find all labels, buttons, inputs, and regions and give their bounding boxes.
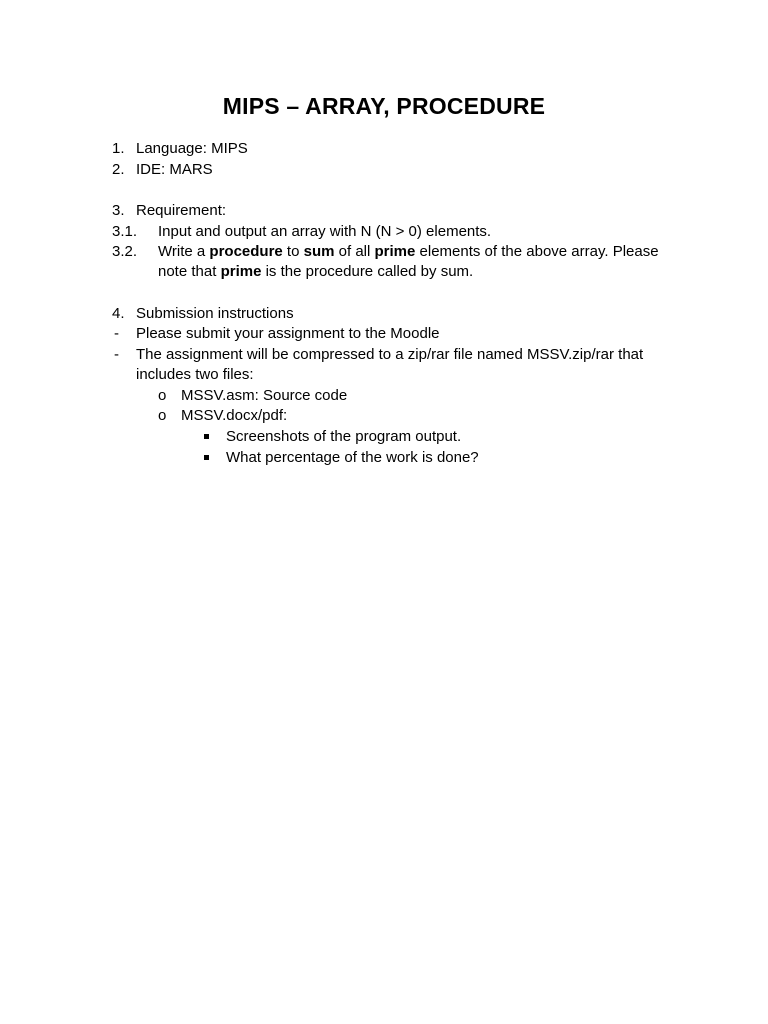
circle-marker: o [158,407,167,424]
list-marker: 3.1. [112,223,138,240]
list-marker: 3.2. [112,243,138,260]
list-marker: 2. [112,161,125,178]
square-bullet-icon [204,455,209,460]
bold-prime: prime [374,243,416,260]
circle-marker: o [158,387,167,404]
dash-marker: - [114,325,119,342]
list-marker: 3. [112,202,125,219]
ide-item: IDE: MARS [136,161,213,178]
submission-heading: Submission instructions [136,305,294,322]
requirement-3-2-line2 [158,262,473,282]
dash-marker: - [114,346,119,363]
submission-moodle: Please submit your assignment to the Moodle [136,325,440,342]
requirement-3-2-line1 [158,242,659,262]
requirement-heading: Requirement: [136,202,227,219]
text-run: to [282,243,304,260]
doc-screenshots: Screenshots of the program output. [226,428,462,445]
text-run: of all [334,243,375,260]
text-run: note that [158,263,221,280]
list-marker: 4. [112,305,125,322]
text-run: Write a [158,243,210,260]
file-asm: MSSV.asm: Source code [181,387,348,404]
submission-zip-line1: The assignment will be compressed to a zip/rar file named MSSV.zip/rar that [136,346,644,363]
requirement-3-1: Input and output an array with N (N > 0) elements. [158,223,492,240]
doc-percentage: What percentage of the work is done? [226,449,479,466]
square-bullet-icon [204,434,209,439]
document-title: MIPS – ARRAY, PROCEDURE [222,93,546,119]
bold-sum: sum [303,243,335,260]
submission-zip-line2: includes two files: [136,366,254,383]
bold-prime: prime [220,263,262,280]
language-item: Language: MIPS [136,140,248,157]
file-doc: MSSV.docx/pdf: [181,407,288,424]
list-marker: 1. [112,140,125,157]
bold-procedure: procedure [209,243,283,260]
text-run: elements of the above array. Please [415,243,659,260]
text-run: is the procedure called by sum. [261,263,474,280]
